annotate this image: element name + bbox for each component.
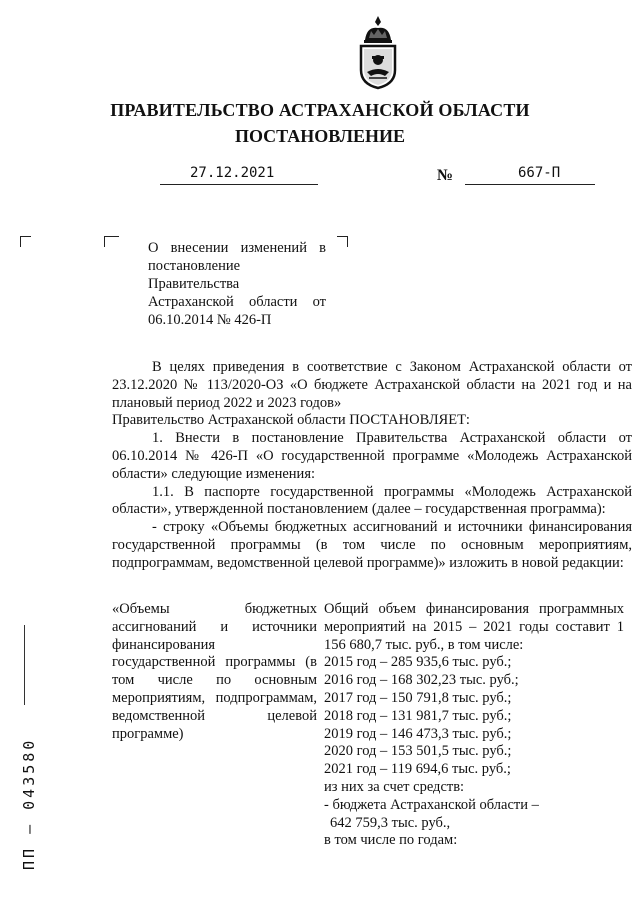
serial-number [14,720,44,870]
year-line: 2019 год – 146 473,3 тыс. руб.; [324,725,512,742]
document-type-title: ПОСТАНОВЛЕНИЕ [234,126,406,146]
right-corner-mark [337,236,348,247]
organization-title: ПРАВИТЕЛЬСТВО АСТРАХАНСКОЙ ОБЛАСТИ [110,100,530,120]
margin-line [24,625,25,705]
document-subject: О внесении изменений в постановление Правительства Астраханской области от 06.10.2014 № 426-П [148,240,326,328]
left-corner-mark [20,236,31,247]
date-underline [160,184,318,185]
year-line: 2017 год – 150 791,8 тыс. руб.; [324,689,512,706]
document-date: 27.12.2021 [190,165,275,181]
document-body [112,359,632,573]
number-sign: № [437,167,454,184]
table-left-cell: «Объемы бюджетных ассигнований и источники финансирования государственной программы (в том числе по основным мероприятиям, подпрограммам, ведомственной целевой программе) [112,601,317,742]
table-right-cell [324,601,624,850]
budget-value: 642 759,3 тыс. руб., [330,814,451,831]
document-number: 667-П [518,165,561,181]
financing-total: Общий объем финансирования программных мероприятий на 2015 – 2021 годы составит 1 156 680,7 тыс. руб., в том числе: [324,601,624,653]
coat-of-arms-emblem [355,14,401,90]
year-line: 2016 год – 168 302,23 тыс. руб.; [324,672,519,689]
subject-corner-mark [104,236,119,247]
budget-line: - бюджета Астраханской области – [324,796,539,813]
item-1-paragraph: 1. Внести в постановление Правительства Астраханской области от 06.10.2014 № 426-П «О государственной программе «Молодежь Астраханской области» следующие изменения: [112,430,632,482]
item-1-1-paragraph: 1.1. В паспорте государственной программы «Молодежь Астраханской области», утвержденной постановлением (далее – государственная программа): [112,483,632,518]
year-line: 2021 год – 119 694,6 тыс. руб.; [324,761,511,778]
preamble-paragraph: В целях приведения в соответствие с Законом Астраханской области от 23.12.2020 № 113/2020-ОЗ «О бюджете Астраханской области на 2021 год и на плановый период 2022 и 2023 годов» [112,359,632,411]
sources-label: из них за счет средств: [324,778,465,795]
serial-number-text: ПП – 043580 [20,737,38,870]
by-years-label: в том числе по годам: [324,832,458,849]
year-line: 2015 год – 285 935,6 тыс. руб.; [324,654,512,671]
year-line: 2018 год – 131 981,7 тыс. руб.; [324,707,512,724]
year-line: 2020 год – 153 501,5 тыс. руб.; [324,743,512,760]
resolution-paragraph: Правительство Астраханской области ПОСТАНОВЛЯЕТ: [112,412,470,429]
number-underline [465,184,595,185]
row-replace-paragraph: - строку «Объемы бюджетных ассигнований и источники финансирования государственной программы (в том числе по основным мероприятиям, подпрограммам, ведомственной целевой программе)» изложить в новой редакции: [112,519,632,571]
